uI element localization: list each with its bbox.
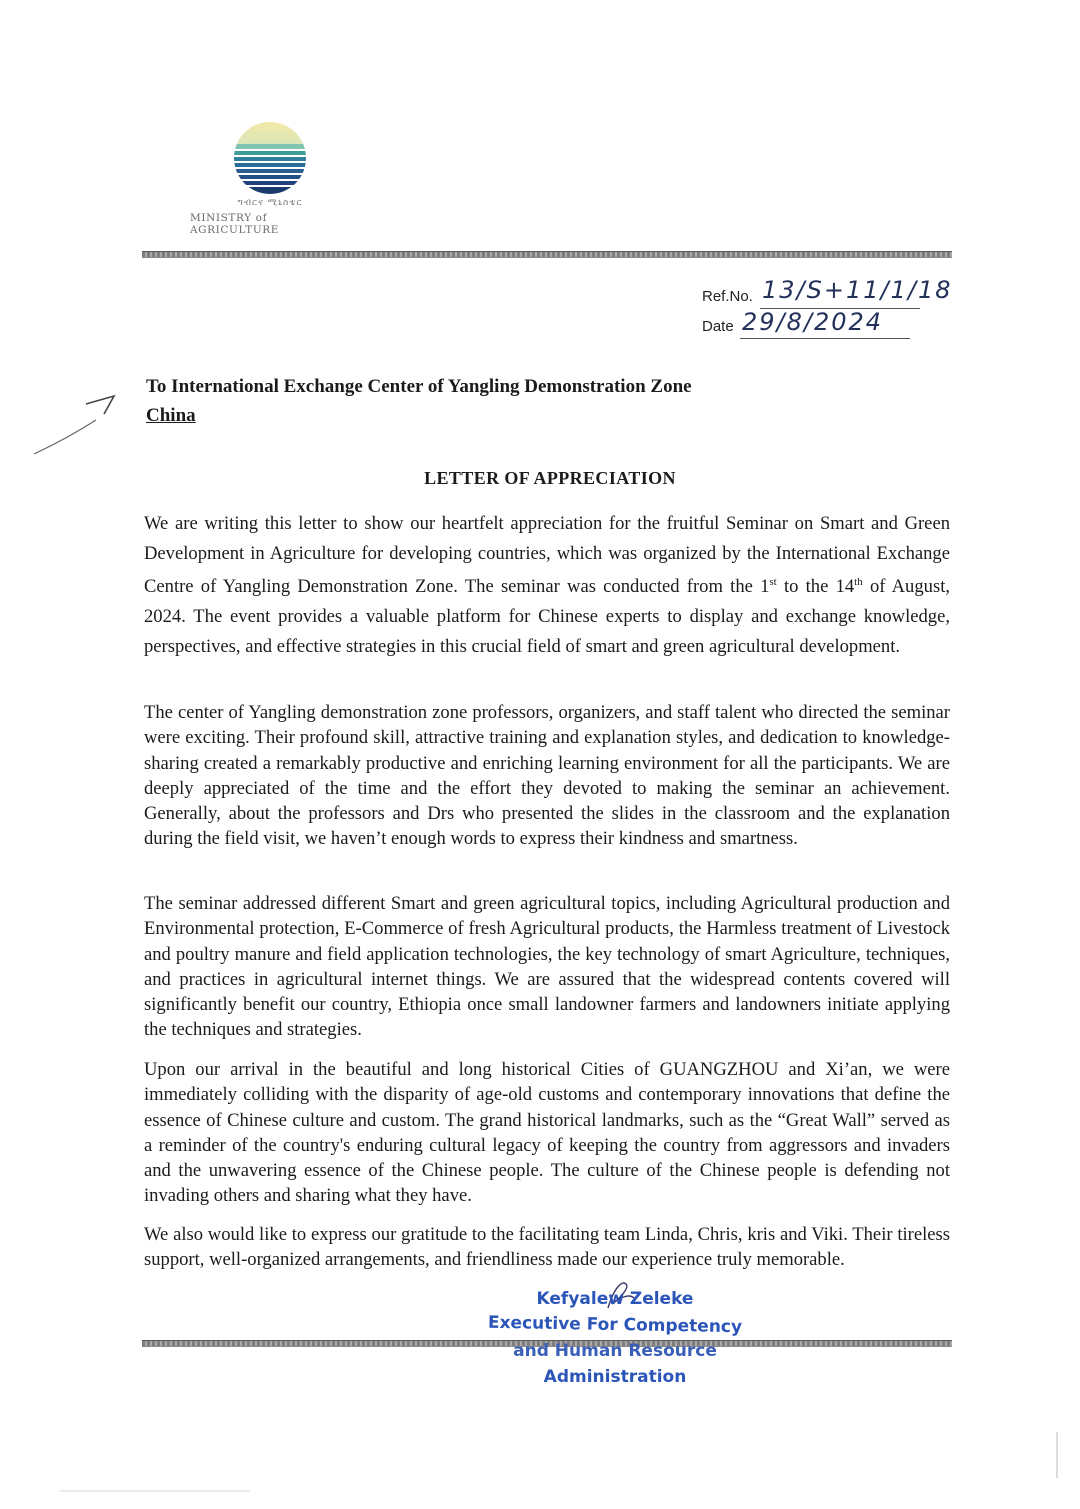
addressee-country: China	[146, 405, 196, 426]
letter-title: LETTER OF APPRECIATION	[424, 468, 676, 488]
date-label: Date	[702, 318, 734, 335]
signature-stamp	[480, 1286, 750, 1390]
signatory-title-line-3: Administration	[543, 1367, 687, 1387]
signatory-name: Kefyalew Zeleke	[536, 1289, 694, 1309]
reference-block	[702, 268, 962, 348]
ref-label: Ref.No.	[702, 288, 753, 305]
ref-number: 13/S+11/1/18	[762, 276, 953, 304]
signatory-title-line-2: and Human Resource	[513, 1341, 717, 1361]
scan-smudge	[60, 1490, 250, 1492]
ministry-name: MINISTRY of AGRICULTURE	[190, 212, 280, 236]
header-divider	[142, 251, 952, 258]
date-value: 29/8/2024	[742, 308, 884, 336]
addressee	[146, 372, 692, 430]
date-underline	[740, 338, 910, 339]
paragraph-4: Upon our arrival in the beautiful and long historical Cities of GUANGZHOU and Xi’an, we were immediately colliding with the disparity of age-old customs and contemporary innovations that define the essence of Chinese culture and custom. The grand historical landmarks, such as the “Great Wall” served as a reminder of the country's enduring cultural legacy of keeping the country from aggressors and invaders and the unwavering essence of the Chinese people. The culture of the Chinese people is defending not invading others and sharing what they have.	[144, 1059, 950, 1207]
paragraph-5: We also would like to express our gratitude to the facilitating team Linda, Chris, kris and Viki. Their tireless support, well-organized arrangements, and friendliness made our experience truly memorable.	[144, 1224, 950, 1271]
scan-edge-mark	[1056, 1432, 1058, 1478]
pen-mark-icon	[28, 390, 128, 460]
signatory-title-line-1: Executive For Competency	[487, 1312, 743, 1338]
addressee-organization: To International Exchange Center of Yangling Demonstration Zone	[146, 376, 692, 397]
paragraph-1: We are writing this letter to show our heartfelt appreciation for the fruitful Seminar on Smart and Green Development in Agriculture for developing countries, which was organized by the International Exchange Centre of Yangling Demonstration Zone. The seminar was conducted from the 1st to the 14th of August, 2024. The event provides a valuable platform for Chinese experts to display and exchange knowledge, perspectives, and effective strategies in this crucial field of smart and green agricultural development.	[144, 513, 951, 657]
paragraph-2: The center of Yangling demonstration zone professors, organizers, and staff talent who directed the seminar were exciting. Their profound skill, attractive training and explanation styles, and dedication to knowledge-sharing created a remarkably productive and enriching learning environment for all the participants. We are deeply appreciated of the time and the effort they devoted to making the seminar an achievement. Generally, about the professors and Drs who presented the slides in the classroom and the explanation during the field visit, we haven’t enough words to express their kindness and smartness.	[144, 702, 950, 850]
paragraph-3: The seminar addressed different Smart and green agricultural topics, including Agricultural production and Environmental protection, E-Commerce of fresh Agricultural products, the Harmless treatment of Livestock and poultry manure and field application technologies, the key technology of smart Agriculture, techniques, and practices in agricultural internet things. We are assured that the widespread contents covered will significantly benefit our country, Ethiopia once small landowner farmers and landowners initiate applying the techniques and strategies.	[144, 893, 950, 1041]
ministry-agriculture-emblem-icon	[230, 122, 310, 194]
ministry-name-amharic: ግብርና ሚኒስቴር	[237, 198, 303, 208]
